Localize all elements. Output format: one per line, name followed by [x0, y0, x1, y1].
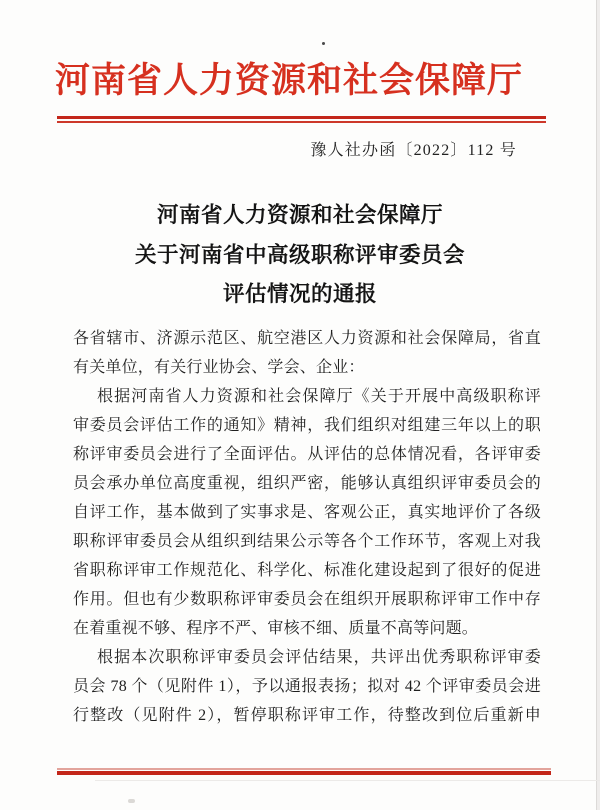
document-title: [0, 196, 600, 315]
header-rule-thick-stroke: [57, 116, 546, 119]
document-reference-number: 豫人社办函〔2022〕112 号: [310, 142, 517, 159]
header-divider-rule: [57, 116, 546, 123]
document-body: [73, 324, 541, 730]
body-line: 审委员会评估工作的通知》精神，我们组织对组建三年以上的职: [73, 417, 541, 434]
body-line: 职称评审委员会从组织到结果公示等各个工作环节，客观上对我: [73, 533, 541, 550]
header-rule-thin-stroke: [57, 121, 546, 123]
body-line: 在着重视不够、程序不严、审核不细、质量不高等问题。: [73, 620, 479, 637]
body-line: 行整改（见附件 2），暂停职称评审工作，待整改到位后重新申: [73, 707, 541, 724]
body-line: 员会承办单位高度重视，组织严密，能够认真组织评审委员会的: [73, 475, 541, 492]
body-line: 根据本次职称评审委员会评估结果，共评出优秀职称评审委: [97, 649, 541, 666]
scan-speck: [128, 799, 135, 803]
body-line: 称评审委员会进行了全面评估。从评估的总体情况看，各评审委: [73, 446, 541, 463]
footer-divider-rule: [57, 768, 551, 775]
document-title-line-2: 关于河南省中高级职称评审委员会: [134, 242, 465, 267]
body-line: 员会 78 个（见附件 1），予以通报表扬；拟对 42 个评审委员会进: [73, 678, 541, 695]
scan-artifact-line: [95, 780, 600, 781]
body-line: 各省辖市、济源示范区、航空港区人力资源和社会保障局，省直: [73, 330, 541, 347]
document-title-line-3: 评估情况的通报: [222, 282, 377, 306]
footer-rule-thick-stroke: [57, 771, 551, 775]
footer-rule-light-stroke: [57, 768, 551, 770]
body-line: 省职称评审工作规范化、科学化、标准化建设起到了很好的促进: [73, 562, 541, 579]
body-line: 有关单位，有关行业协会、学会、企业：: [73, 359, 365, 376]
body-line: 作用。但也有少数职称评审委员会在组织开展职称评审工作中存: [73, 591, 541, 608]
body-line: 自评工作，基本做到了实事求是、客观公正，真实地评价了各级: [73, 504, 541, 521]
document-title-line-1: 河南省人力资源和社会保障厅: [156, 203, 443, 227]
scan-page-edge: [596, 0, 600, 810]
scan-speck: [322, 42, 325, 45]
body-line: 根据河南省人力资源和社会保障厅《关于开展中高级职称评: [97, 388, 541, 405]
agency-letterhead-title: 河南省人力资源和社会保障厅: [54, 61, 523, 100]
